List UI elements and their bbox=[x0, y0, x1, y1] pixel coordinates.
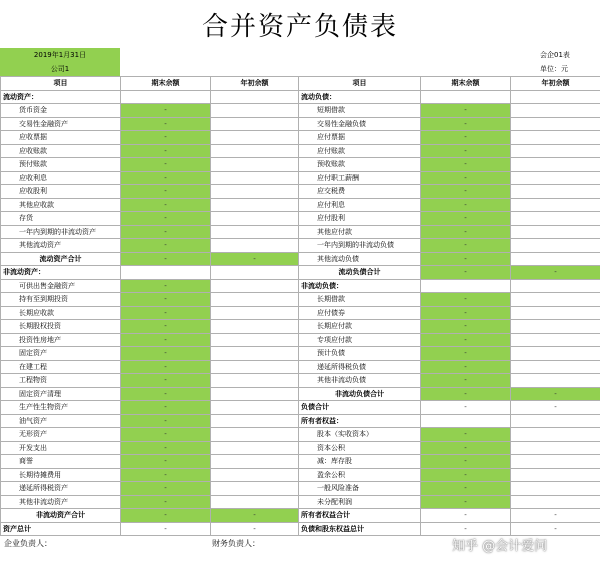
period-end-amount: - bbox=[421, 225, 511, 239]
line-item-label: 预付账款 bbox=[1, 158, 121, 172]
line-item-label: 非流动负债合计 bbox=[299, 387, 421, 401]
year-start-amount bbox=[211, 131, 299, 145]
year-start-amount bbox=[511, 198, 600, 212]
period-end-amount: - bbox=[121, 387, 211, 401]
year-start-amount: - bbox=[511, 387, 600, 401]
year-start-amount bbox=[511, 347, 600, 361]
period-end-amount: - bbox=[421, 198, 511, 212]
line-item-label: 非流动资产： bbox=[1, 266, 121, 280]
company-name: 公司1 bbox=[0, 62, 120, 76]
line-item-label: 应付职工薪酬 bbox=[299, 171, 421, 185]
line-item-label: 一般风险准备 bbox=[299, 482, 421, 496]
period-end-amount: - bbox=[121, 306, 211, 320]
year-start-amount bbox=[211, 387, 299, 401]
year-start-amount bbox=[511, 239, 600, 253]
table-row bbox=[1, 428, 600, 442]
period-end-amount: - bbox=[421, 441, 511, 455]
line-item-label: 应付利息 bbox=[299, 198, 421, 212]
line-item-label: 固定资产清理 bbox=[1, 387, 121, 401]
year-start-amount bbox=[511, 468, 600, 482]
line-item-label: 长期借款 bbox=[299, 293, 421, 307]
period-end-amount: - bbox=[121, 158, 211, 172]
table-row bbox=[1, 441, 600, 455]
period-end-amount: - bbox=[421, 455, 511, 469]
year-start-amount bbox=[211, 198, 299, 212]
period-end-amount: - bbox=[121, 252, 211, 266]
table-row bbox=[1, 131, 600, 145]
year-start-amount bbox=[511, 212, 600, 226]
line-item-label: 非流动资产合计 bbox=[1, 509, 121, 523]
period-end-amount: - bbox=[421, 212, 511, 226]
year-start-amount bbox=[211, 144, 299, 158]
line-item-label: 应付账款 bbox=[299, 144, 421, 158]
year-start-amount bbox=[211, 185, 299, 199]
table-row bbox=[1, 144, 600, 158]
line-item-label: 资本公积 bbox=[299, 441, 421, 455]
year-start-amount bbox=[211, 266, 299, 280]
year-start-amount bbox=[211, 320, 299, 334]
period-end-amount: - bbox=[421, 360, 511, 374]
table-row bbox=[1, 360, 600, 374]
line-item-label: 其他应收款 bbox=[1, 198, 121, 212]
year-start-amount bbox=[211, 374, 299, 388]
year-start-amount bbox=[511, 90, 600, 104]
line-item-label: 其他非流动负债 bbox=[299, 374, 421, 388]
year-start-amount bbox=[211, 212, 299, 226]
table-row bbox=[1, 414, 600, 428]
year-start-amount bbox=[511, 279, 600, 293]
line-item-label: 流动负债： bbox=[299, 90, 421, 104]
period-end-amount bbox=[421, 414, 511, 428]
period-end-amount: - bbox=[421, 374, 511, 388]
period-end-amount: - bbox=[121, 239, 211, 253]
year-start-amount bbox=[511, 455, 600, 469]
period-end-amount: - bbox=[421, 306, 511, 320]
line-item-label: 减：库存股 bbox=[299, 455, 421, 469]
report-title: 合并资产负债表 bbox=[201, 12, 398, 42]
period-end-amount: - bbox=[121, 333, 211, 347]
table-row bbox=[1, 522, 600, 536]
table-row bbox=[1, 239, 600, 253]
table-row bbox=[1, 495, 600, 509]
year-start-amount: - bbox=[211, 509, 299, 523]
line-item-label: 其他应付款 bbox=[299, 225, 421, 239]
currency-unit: 单位：元 bbox=[540, 65, 568, 73]
line-item-label: 预计负债 bbox=[299, 347, 421, 361]
period-end-amount: - bbox=[421, 387, 511, 401]
year-start-amount bbox=[211, 495, 299, 509]
table-row bbox=[1, 171, 600, 185]
period-end-amount: - bbox=[421, 171, 511, 185]
line-item-label: 应交税费 bbox=[299, 185, 421, 199]
line-item-label: 无形资产 bbox=[1, 428, 121, 442]
year-start-amount bbox=[511, 185, 600, 199]
table-row bbox=[1, 306, 600, 320]
line-item-label: 存货 bbox=[1, 212, 121, 226]
year-start-amount bbox=[511, 117, 600, 131]
report-date: 2019年1月31日 bbox=[0, 48, 120, 62]
year-start-amount bbox=[211, 347, 299, 361]
period-end-amount: - bbox=[121, 374, 211, 388]
line-item-label: 可供出售金融资产 bbox=[1, 279, 121, 293]
period-end-amount: - bbox=[421, 468, 511, 482]
line-item-label: 货币资金 bbox=[1, 104, 121, 118]
year-start-amount bbox=[211, 293, 299, 307]
line-item-label: 短期借款 bbox=[299, 104, 421, 118]
year-start-amount bbox=[211, 455, 299, 469]
table-row bbox=[1, 158, 600, 172]
line-item-label: 专项应付款 bbox=[299, 333, 421, 347]
period-end-amount: - bbox=[121, 212, 211, 226]
line-item-label: 盈余公积 bbox=[299, 468, 421, 482]
column-header: 年初余额 bbox=[211, 77, 299, 91]
table-row bbox=[1, 279, 600, 293]
line-item-label: 所有者权益合计 bbox=[299, 509, 421, 523]
table-row bbox=[1, 212, 600, 226]
period-end-amount: - bbox=[421, 495, 511, 509]
line-item-label: 应收股利 bbox=[1, 185, 121, 199]
period-end-amount: - bbox=[121, 509, 211, 523]
year-start-amount bbox=[511, 320, 600, 334]
period-end-amount bbox=[121, 266, 211, 280]
line-item-label: 应付票据 bbox=[299, 131, 421, 145]
period-end-amount bbox=[421, 90, 511, 104]
period-end-amount: - bbox=[121, 104, 211, 118]
form-code: 会企01表 bbox=[540, 51, 570, 59]
year-start-amount: - bbox=[511, 509, 600, 523]
period-end-amount: - bbox=[121, 360, 211, 374]
period-end-amount: - bbox=[121, 198, 211, 212]
year-start-amount bbox=[211, 171, 299, 185]
period-end-amount: - bbox=[121, 117, 211, 131]
table-row bbox=[1, 225, 600, 239]
period-end-amount: - bbox=[121, 495, 211, 509]
line-item-label: 负债和股东权益总计 bbox=[299, 522, 421, 536]
period-end-amount: - bbox=[421, 144, 511, 158]
line-item-label: 股本（实收资本） bbox=[299, 428, 421, 442]
period-end-amount: - bbox=[421, 185, 511, 199]
year-start-amount bbox=[511, 414, 600, 428]
period-end-amount: - bbox=[421, 509, 511, 523]
line-item-label: 流动负债合计 bbox=[299, 266, 421, 280]
table-row bbox=[1, 185, 600, 199]
period-end-amount: - bbox=[421, 401, 511, 415]
line-item-label: 应收票据 bbox=[1, 131, 121, 145]
period-end-amount: - bbox=[421, 522, 511, 536]
year-start-amount bbox=[211, 333, 299, 347]
year-start-amount bbox=[211, 104, 299, 118]
year-start-amount bbox=[211, 239, 299, 253]
table-row bbox=[1, 455, 600, 469]
line-item-label: 流动资产： bbox=[1, 90, 121, 104]
line-item-label: 长期待摊费用 bbox=[1, 468, 121, 482]
line-item-label: 其他非流动资产 bbox=[1, 495, 121, 509]
year-start-amount bbox=[211, 360, 299, 374]
year-start-amount: - bbox=[511, 266, 600, 280]
line-item-label: 商誉 bbox=[1, 455, 121, 469]
year-start-amount bbox=[511, 374, 600, 388]
line-item-label: 其他流动资产 bbox=[1, 239, 121, 253]
balance-sheet-table bbox=[0, 76, 600, 536]
year-start-amount bbox=[511, 333, 600, 347]
year-start-amount bbox=[511, 306, 600, 320]
line-item-label: 递延所得税负债 bbox=[299, 360, 421, 374]
table-row bbox=[1, 293, 600, 307]
line-item-label: 负债合计 bbox=[299, 401, 421, 415]
period-end-amount: - bbox=[121, 482, 211, 496]
line-item-label: 应付股利 bbox=[299, 212, 421, 226]
line-item-label: 未分配利润 bbox=[299, 495, 421, 509]
year-start-amount bbox=[211, 117, 299, 131]
year-start-amount bbox=[211, 441, 299, 455]
year-start-amount: - bbox=[211, 252, 299, 266]
period-end-amount: - bbox=[421, 293, 511, 307]
table-row bbox=[1, 266, 600, 280]
year-start-amount: - bbox=[211, 522, 299, 536]
year-start-amount bbox=[511, 495, 600, 509]
table-row bbox=[1, 198, 600, 212]
column-header: 项目 bbox=[299, 77, 421, 91]
year-start-amount bbox=[511, 104, 600, 118]
period-end-amount: - bbox=[121, 428, 211, 442]
period-end-amount: - bbox=[421, 428, 511, 442]
period-end-amount: - bbox=[121, 171, 211, 185]
year-start-amount bbox=[211, 468, 299, 482]
line-item-label: 应付债券 bbox=[299, 306, 421, 320]
period-end-amount: - bbox=[121, 225, 211, 239]
finance-head-label: 财务负责人： bbox=[212, 539, 260, 548]
year-start-amount bbox=[211, 158, 299, 172]
period-end-amount: - bbox=[121, 320, 211, 334]
line-item-label: 持有至到期投资 bbox=[1, 293, 121, 307]
table-row bbox=[1, 482, 600, 496]
year-start-amount bbox=[211, 414, 299, 428]
period-end-amount: - bbox=[121, 144, 211, 158]
period-end-amount: - bbox=[421, 266, 511, 280]
year-start-amount bbox=[211, 306, 299, 320]
line-item-label: 在建工程 bbox=[1, 360, 121, 374]
year-start-amount bbox=[211, 90, 299, 104]
table-row bbox=[1, 401, 600, 415]
period-end-amount: - bbox=[121, 441, 211, 455]
year-start-amount bbox=[511, 131, 600, 145]
column-header: 年初余额 bbox=[511, 77, 600, 91]
line-item-label: 开发支出 bbox=[1, 441, 121, 455]
line-item-label: 其他流动负债 bbox=[299, 252, 421, 266]
enterprise-head-label: 企业负责人： bbox=[4, 539, 52, 548]
period-end-amount: - bbox=[421, 252, 511, 266]
period-end-amount: - bbox=[421, 158, 511, 172]
period-end-amount: - bbox=[421, 347, 511, 361]
watermark: 知乎 @会计爱问 bbox=[452, 539, 548, 554]
table-row bbox=[1, 252, 600, 266]
period-end-amount: - bbox=[421, 482, 511, 496]
column-header: 期末余额 bbox=[121, 77, 211, 91]
line-item-label: 长期股权投资 bbox=[1, 320, 121, 334]
header-row bbox=[1, 77, 600, 91]
line-item-label: 固定资产 bbox=[1, 347, 121, 361]
column-header: 期末余额 bbox=[421, 77, 511, 91]
period-end-amount: - bbox=[121, 347, 211, 361]
line-item-label: 应收利息 bbox=[1, 171, 121, 185]
line-item-label: 流动资产合计 bbox=[1, 252, 121, 266]
period-end-amount: - bbox=[121, 455, 211, 469]
period-end-amount: - bbox=[121, 279, 211, 293]
table-row bbox=[1, 104, 600, 118]
period-end-amount: - bbox=[121, 185, 211, 199]
year-start-amount bbox=[511, 144, 600, 158]
table-row bbox=[1, 117, 600, 131]
line-item-label: 长期应付款 bbox=[299, 320, 421, 334]
table-row bbox=[1, 387, 600, 401]
year-start-amount bbox=[211, 279, 299, 293]
year-start-amount bbox=[211, 225, 299, 239]
table-row bbox=[1, 374, 600, 388]
period-end-amount: - bbox=[421, 104, 511, 118]
year-start-amount bbox=[511, 428, 600, 442]
period-end-amount: - bbox=[421, 333, 511, 347]
table-row bbox=[1, 509, 600, 523]
period-end-amount: - bbox=[121, 131, 211, 145]
line-item-label: 交易性金融负债 bbox=[299, 117, 421, 131]
year-start-amount bbox=[211, 482, 299, 496]
line-item-label: 预收账款 bbox=[299, 158, 421, 172]
period-end-amount: - bbox=[121, 401, 211, 415]
line-item-label: 非流动负债： bbox=[299, 279, 421, 293]
line-item-label: 投资性房地产 bbox=[1, 333, 121, 347]
period-end-amount: - bbox=[421, 239, 511, 253]
table-row bbox=[1, 90, 600, 104]
year-start-amount: - bbox=[511, 522, 600, 536]
year-start-amount bbox=[511, 441, 600, 455]
year-start-amount: - bbox=[511, 401, 600, 415]
table-row bbox=[1, 347, 600, 361]
year-start-amount bbox=[511, 482, 600, 496]
line-item-label: 长期应收款 bbox=[1, 306, 121, 320]
line-item-label: 应收账款 bbox=[1, 144, 121, 158]
line-item-label: 一年内到期的非流动负债 bbox=[299, 239, 421, 253]
year-start-amount bbox=[511, 293, 600, 307]
year-start-amount bbox=[511, 252, 600, 266]
period-end-amount: - bbox=[121, 293, 211, 307]
period-end-amount: - bbox=[421, 117, 511, 131]
period-end-amount: - bbox=[421, 320, 511, 334]
column-header: 项目 bbox=[1, 77, 121, 91]
year-start-amount bbox=[211, 428, 299, 442]
table-row bbox=[1, 333, 600, 347]
line-item-label: 工程物资 bbox=[1, 374, 121, 388]
line-item-label: 生产性生物资产 bbox=[1, 401, 121, 415]
table-row bbox=[1, 320, 600, 334]
line-item-label: 所有者权益： bbox=[299, 414, 421, 428]
period-end-amount: - bbox=[121, 522, 211, 536]
year-start-amount bbox=[511, 171, 600, 185]
period-end-amount bbox=[121, 90, 211, 104]
line-item-label: 一年内到期的非流动资产 bbox=[1, 225, 121, 239]
table-row bbox=[1, 468, 600, 482]
line-item-label: 资产总计 bbox=[1, 522, 121, 536]
period-end-amount: - bbox=[421, 131, 511, 145]
line-item-label: 递延所得税资产 bbox=[1, 482, 121, 496]
year-start-amount bbox=[511, 158, 600, 172]
period-end-amount: - bbox=[121, 414, 211, 428]
line-item-label: 油气资产 bbox=[1, 414, 121, 428]
year-start-amount bbox=[211, 401, 299, 415]
line-item-label: 交易性金融资产 bbox=[1, 117, 121, 131]
period-end-amount bbox=[421, 279, 511, 293]
year-start-amount bbox=[511, 360, 600, 374]
year-start-amount bbox=[511, 225, 600, 239]
period-end-amount: - bbox=[121, 468, 211, 482]
